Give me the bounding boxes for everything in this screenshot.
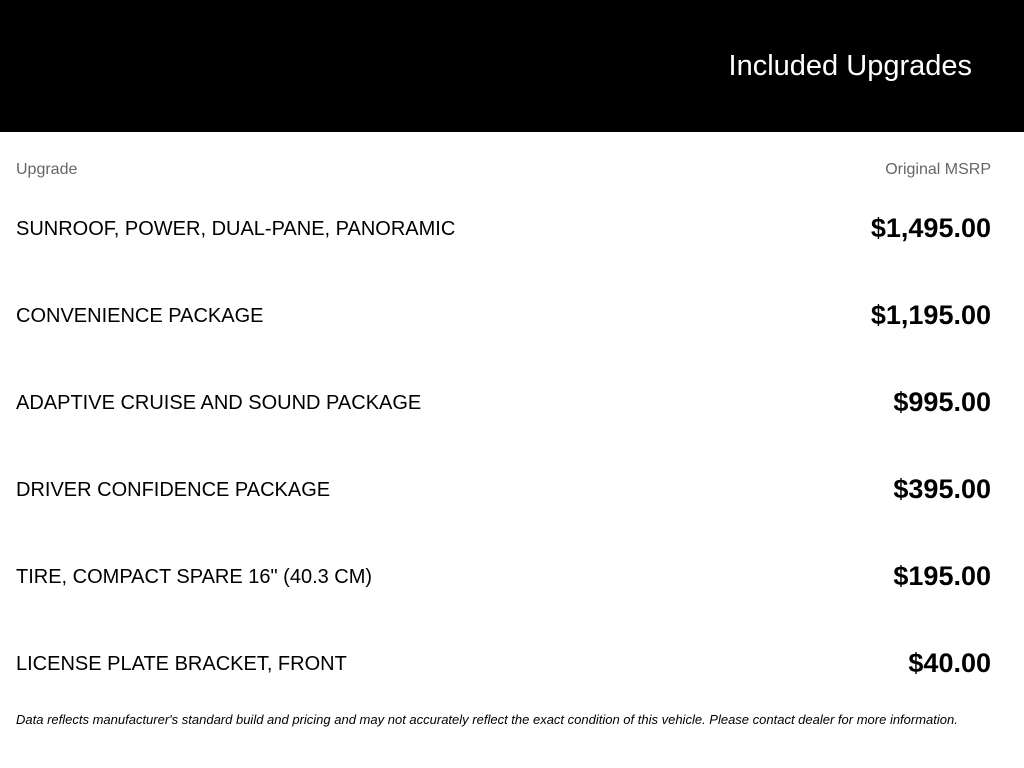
header-bar xyxy=(0,0,1024,132)
upgrade-price: $995.00 xyxy=(893,387,991,417)
upgrade-name: CONVENIENCE PACKAGE xyxy=(16,305,264,327)
upgrade-name: ADAPTIVE CRUISE AND SOUND PACKAGE xyxy=(16,392,422,414)
upgrade-row xyxy=(0,619,1024,706)
upgrade-price: $395.00 xyxy=(893,474,991,504)
upgrade-row xyxy=(0,532,1024,619)
column-header-upgrade: Upgrade xyxy=(16,161,78,178)
upgrade-price: $1,195.00 xyxy=(870,300,991,330)
upgrade-price: $1,495.00 xyxy=(870,213,991,243)
upgrade-name: TIRE, COMPACT SPARE 16" (40.3 CM) xyxy=(16,566,373,588)
upgrade-price: $195.00 xyxy=(893,561,991,591)
upgrade-name: LICENSE PLATE BRACKET, FRONT xyxy=(16,653,347,675)
upgrades-list xyxy=(0,184,1024,706)
disclaimer-text: Data reflects manufacturer's standard build and pricing and may not accurately reflect the exact condition of this vehicle. Please contact dealer for more information. xyxy=(16,712,958,727)
page-title: Included Upgrades xyxy=(728,50,972,82)
upgrade-row xyxy=(0,358,1024,445)
column-header-msrp: Original MSRP xyxy=(885,161,991,178)
upgrade-name: DRIVER CONFIDENCE PACKAGE xyxy=(16,479,331,501)
upgrade-row xyxy=(0,271,1024,358)
upgrade-name: SUNROOF, POWER, DUAL-PANE, PANORAMIC xyxy=(16,218,456,240)
upgrade-row xyxy=(0,184,1024,271)
upgrade-price: $40.00 xyxy=(908,648,991,678)
upgrade-row xyxy=(0,445,1024,532)
